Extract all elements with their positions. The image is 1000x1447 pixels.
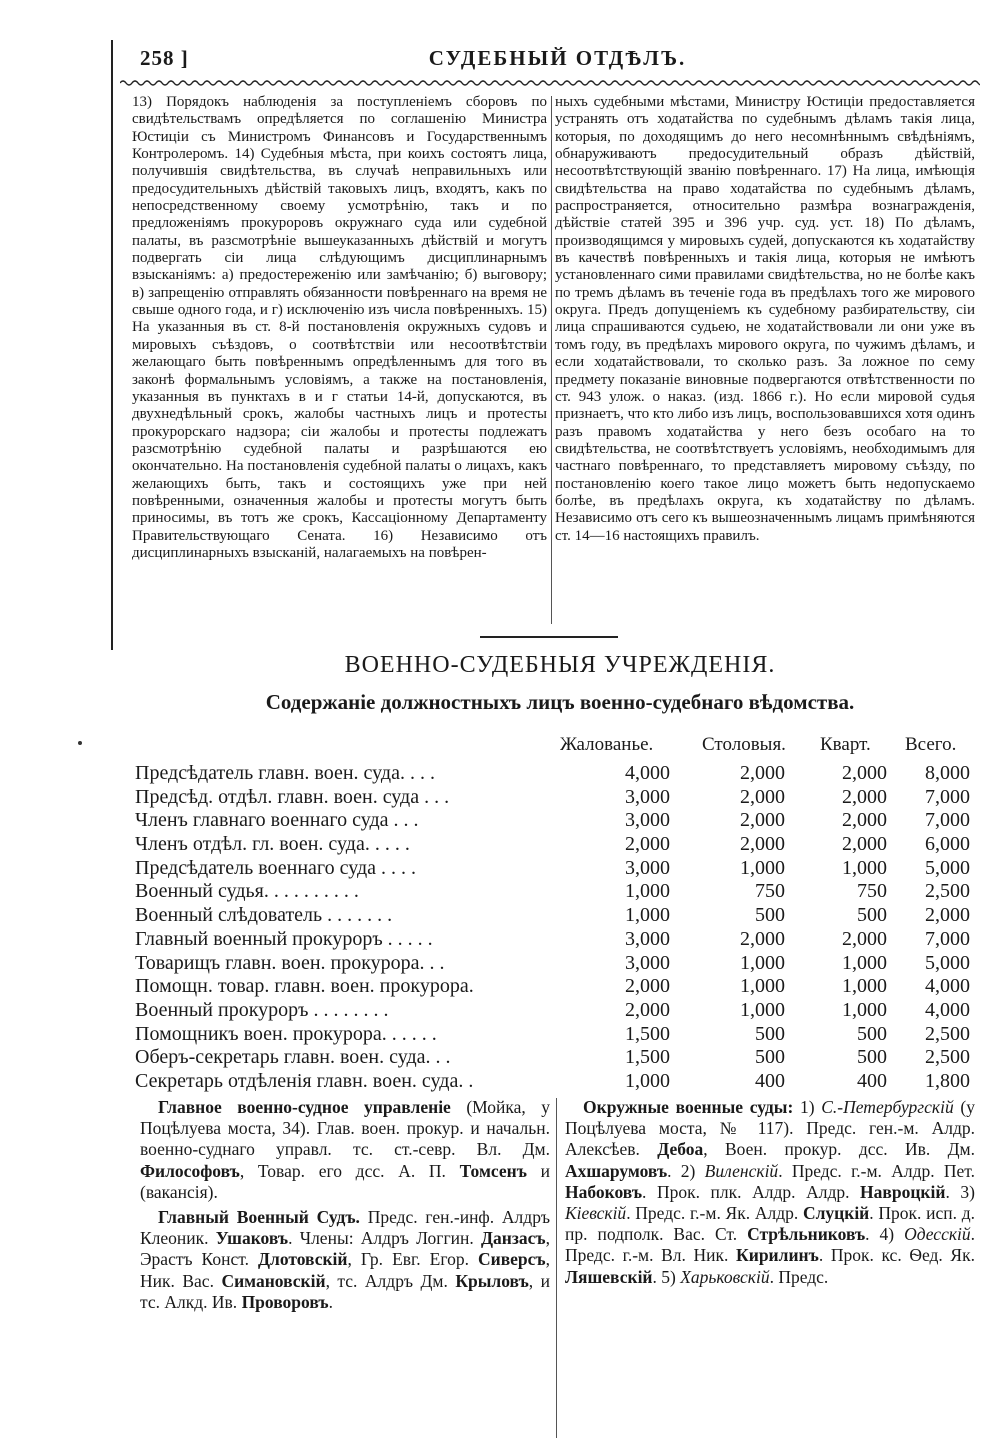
table-cell-table-money: 500	[755, 1022, 785, 1045]
table-cell-quarters: 2,000	[842, 927, 887, 950]
person-name: Навроцкій	[860, 1181, 946, 1202]
table-cell-quarters: 1,000	[842, 856, 887, 879]
person-name: Томсенъ	[459, 1160, 527, 1181]
paragraph-district-courts	[565, 1097, 975, 1288]
person-name: Длотовскій	[257, 1249, 348, 1270]
court-name: С.-Петербургскій	[821, 1097, 954, 1117]
table-cell-total: 2,500	[925, 880, 970, 903]
table-cell-salary: 2,000	[625, 833, 670, 856]
table-row	[130, 1023, 980, 1047]
table-cell-quarters: 2,000	[842, 809, 887, 832]
table-cell-total: 8,000	[925, 762, 970, 784]
table-cell-position: Оберъ-секретарь главн. воен. суда. . .	[135, 1046, 451, 1069]
table-cell-quarters: 2,000	[842, 833, 887, 856]
text-fragment: . Предс. г.-м. Як. Алдр.	[626, 1203, 803, 1224]
body-column-left: 13) Порядокъ наблюденія за поступленіемъ сборовъ по свидѣтельствамъ опредѣляется по соглашенію Министра Юстиціи съ Министромъ Финансовъ и Государственнымъ Контролеромъ. 14) Судебныя мѣста, при коихъ состоятъ лица, получившія свидѣтельства, въ случаѣ неправильныхъ или предосудительныхъ дѣйствій таковыхъ лицъ, входятъ, какъ по непосредственному своему усмотрѣнію, такъ и по предложеніямъ прокуроровъ окружнаго суда или судебной палаты, въ разсмотрѣніе вышеуказанныхъ дѣйствій и могутъ подвергать сіи лица слѣдующимъ дисциплинарнымъ взысканіямъ: а) предостереженію или замѣчанію; б) выговору; в) запрещенію отправлять обязанности повѣреннаго на время не свыше одного года, и г) исключенію изъ числа повѣренныхъ. 15) На указанныя въ ст. 8-й постановленія окружныхъ судовъ и мировыхъ съѣздовъ, о соотвѣтствіи или несоотвѣтствіи желающаго быть повѣреннымъ опредѣленнымъ для того въ законѣ формальнымъ условіямъ, а также на постановленія, указанныя въ пунктахъ в и г статьи 14-й, допускаются, въ двухнедѣльный срокъ, жалобы частныхъ лицъ и протесты прокурорскаго надзора; сіи жалобы и протесты подлежатъ разсмотрѣнію судебной палаты и разрѣшаются ею окончательно. На постановленія судебной палаты о лицахъ, какъ желающихъ быть, такъ и состоящихъ уже при ней повѣренными, означенныя жалобы и протесты могутъ быть приносимы, въ тотъ же срокъ, Кассаціонному Департаменту Правительствующаго Сената. 16) Независимо отъ дисциплинарныхъ взысканій, налагаемыхъ на повѣрен-	[132, 94, 547, 561]
person-name: Слуцкій	[802, 1203, 870, 1224]
table-cell-total: 5,000	[925, 951, 970, 974]
table-cell-position: Военный прокуроръ . . . . . . . .	[135, 998, 389, 1021]
table-row	[130, 857, 980, 881]
person-name: Крыловъ	[455, 1270, 529, 1291]
table-cell-total: 2,000	[925, 904, 970, 927]
column-header-quarters: Кварт.	[820, 734, 871, 755]
person-name: Ахшарумовъ	[565, 1160, 668, 1181]
person-name: Симановскій	[221, 1270, 326, 1291]
table-cell-total: 5,000	[925, 856, 970, 879]
section-subtitle: Содержаніе должностныхъ лицъ военно-судебнаго вѣдомства.	[265, 690, 855, 714]
person-name: Проворовъ	[241, 1291, 329, 1312]
table-cell-position: Предсѣд. отдѣл. главн. воен. суда . . .	[135, 785, 450, 808]
table-cell-total: 2,500	[925, 1022, 970, 1045]
table-cell-position: Военный судья. . . . . . . . . .	[135, 880, 359, 903]
table-cell-total: 4,000	[925, 975, 970, 998]
body-column-right: ныхъ судебными мѣстами, Министру Юстиціи предоставляется устранять отъ ходатайства по судебнымъ дѣламъ такія лица, которыя, по доходящимъ до него несомнѣннымъ свѣдѣніямъ, обнаруживаютъ предосудительный образъ дѣйствій, несоотвѣтствующій званію повѣреннаго. 17) На лица, имѣющія свидѣтельства на право ходатайства по судебнымъ дѣламъ, распространяется, относительно размѣра вознагражденія, дѣйствіе статей 395 и 396 учр. суд. уст. 18) По дѣламъ, производящимся у мировыхъ судей, допускаются къ ходатайству въ качествѣ повѣренныхъ и такія лица, которыя не имѣютъ установленнаго сими правилами свидѣтельства, но не болѣе какъ по тремъ дѣламъ въ теченіе года въ предѣлахъ того же мирового округа. Предъ допущеніемъ къ судебному разбирательству, сіи лица спрашиваются судьею, не ходатайствовали ли они уже въ томъ году, въ предѣлахъ мирового округа, по чужимъ дѣламъ, и если ходатайствовали, то сколько разъ. За ложное по сему предмету показаніе виновные подвергаются отвѣтственности по ст. 943 улож. о наказ. (изд. 1866 г.). Но если мировой судья признаетъ, что кто либо изъ лицъ, воспользовавшихся хотя одинъ разъ правомъ ходатайства у него безъ особаго на то свидѣтельства, не соотвѣтствуетъ условіямъ, необходимымъ для частнаго повѣреннаго, то представляетъ мировому съѣзду, по постановленію коего такое лицо можетъ быть недопускаемо болѣе, въ предѣлахъ округа, къ ходатайству по дѣламъ. Независимо отъ сего къ вышеозначеннымъ лицамъ примѣняются ст. 14—16 настоящихъ правилъ.	[555, 94, 975, 544]
table-cell-position: Членъ отдѣл. гл. воен. суда. . . . .	[135, 833, 410, 856]
column-header-table-money: Столовыя.	[702, 734, 786, 755]
table-cell-quarters: 2,000	[842, 762, 887, 784]
court-name: Харьковскій	[680, 1266, 770, 1287]
paragraph-main-administration	[140, 1097, 550, 1203]
table-cell-total: 6,000	[925, 833, 970, 856]
column-header-total: Всего.	[905, 734, 957, 755]
text-fragment: и (вакансія).	[140, 1160, 550, 1202]
text-fragment: .	[328, 1291, 333, 1312]
table-cell-position: Предсѣдатель военнаго суда . . . .	[135, 856, 417, 879]
text-fragment: . Предс. г.-м. Вл. Ник.	[565, 1224, 976, 1266]
table-cell-salary: 4,000	[625, 762, 670, 784]
text-fragment: . Предс. г.-м. Алдр. Пет.	[778, 1160, 975, 1181]
table-row	[130, 880, 980, 904]
table-cell-table-money: 2,000	[740, 833, 785, 856]
header-wavy-rule	[120, 78, 980, 88]
table-cell-total: 7,000	[925, 785, 970, 808]
table-cell-table-money: 1,000	[740, 998, 785, 1021]
person-name: Ляшевскій	[565, 1266, 653, 1287]
person-name: Дебоа	[657, 1139, 704, 1160]
table-cell-position: Помощникъ воен. прокурора. . . . . .	[135, 1022, 437, 1045]
text-fragment: , тс. Алдръ Дм.	[325, 1270, 456, 1291]
person-name: Набоковъ	[565, 1181, 643, 1202]
table-cell-salary: 1,500	[625, 1046, 670, 1069]
table-cell-salary: 1,500	[625, 1022, 670, 1045]
text-fragment: , и тс. Алкд. Ив.	[140, 1270, 551, 1312]
text-fragment: . 2)	[667, 1160, 705, 1181]
table-cell-table-money: 1,000	[740, 951, 785, 974]
text-fragment: , Воен. прокур. дсс. Ив. Дм.	[703, 1139, 975, 1160]
table-row	[130, 833, 980, 857]
table-cell-salary: 3,000	[625, 809, 670, 832]
section-divider	[480, 636, 618, 638]
person-name: Сиверсъ	[477, 1249, 546, 1270]
table-row	[130, 1070, 980, 1094]
table-cell-position: Секретарь отдѣленія главн. воен. суда. .	[135, 1069, 474, 1092]
text-fragment: , Ник. Вас.	[140, 1249, 550, 1291]
page-header	[140, 46, 975, 80]
table-cell-salary: 1,000	[625, 880, 670, 903]
running-title: СУДЕБНЫЙ ОТДѢЛЪ.	[428, 46, 687, 70]
court-name: Одесскій	[904, 1224, 971, 1245]
table-cell-position: Военный слѣдователь . . . . . . .	[135, 904, 393, 927]
heading-main-court: Главный Военный Судъ.	[158, 1207, 360, 1228]
table-cell-salary: 3,000	[625, 927, 670, 950]
table-cell-quarters: 1,000	[842, 975, 887, 998]
page-frame-line	[111, 40, 113, 650]
table-cell-quarters: 2,000	[842, 785, 887, 808]
text-fragment: . Прок. плк. Алдр. Алдр.	[642, 1181, 861, 1202]
text-fragment: . Прок. кс. Ѳед. Як.	[818, 1245, 975, 1266]
table-cell-table-money: 500	[755, 1046, 785, 1069]
table-cell-table-money: 2,000	[740, 809, 785, 832]
text-fragment: Предс. ген.-инф. Алдръ Клеоник.	[140, 1207, 550, 1249]
column-header-salary: Жалованье.	[560, 734, 654, 755]
table-cell-total: 4,000	[925, 998, 970, 1021]
text-fragment: (у Поцѣлуева моста, № 117). Предс. ген.-м. Алдр. Алексѣев.	[565, 1097, 975, 1160]
table-cell-salary: 3,000	[625, 951, 670, 974]
person-name: Философовъ	[140, 1160, 240, 1181]
person-name: Стрѣльниковъ	[747, 1224, 866, 1245]
table-cell-position: Предсѣдатель главн. воен. суда. . . .	[135, 762, 435, 784]
table-row	[130, 928, 980, 952]
text-fragment: (Мойка, у Поцѣлуева моста, 34). Глав. воен. прокур. и начальн. военно-суднаго управл. тс. ст.-севр. Вл. Дм.	[140, 1097, 551, 1160]
heading-district-courts: Окружные военные суды:	[583, 1097, 794, 1117]
table-cell-table-money: 2,000	[740, 927, 785, 950]
person-name: Ушаковъ	[215, 1228, 289, 1249]
text-fragment: . Предс.	[769, 1266, 829, 1287]
table-cell-position: Товарищъ главн. воен. прокурора. . .	[135, 951, 445, 974]
table-cell-table-money: 400	[755, 1069, 785, 1092]
heading-main-administration: Главное военно-судное управленіе	[158, 1097, 451, 1117]
paragraph-main-court	[140, 1207, 550, 1313]
table-cell-quarters: 500	[857, 904, 887, 927]
table-cell-table-money: 500	[755, 904, 785, 927]
table-row	[130, 762, 980, 786]
text-fragment: . 4)	[865, 1224, 905, 1245]
bottom-column-right	[565, 1097, 975, 1288]
table-body	[130, 762, 980, 1094]
text-fragment: , Товар. его дсс. А. П.	[239, 1160, 460, 1181]
table-cell-table-money: 2,000	[740, 762, 785, 784]
text-fragment: . 5)	[652, 1266, 681, 1287]
table-cell-quarters: 500	[857, 1022, 887, 1045]
salary-table	[130, 728, 980, 1094]
bottom-column-left	[140, 1097, 550, 1313]
person-name: Данзасъ	[480, 1228, 546, 1249]
table-cell-position: Главный военный прокуроръ . . . . .	[135, 927, 433, 950]
text-fragment: , Гр. Евг. Егор.	[347, 1249, 478, 1270]
table-row	[130, 999, 980, 1023]
table-row	[130, 1046, 980, 1070]
person-name: Кирилинъ	[736, 1245, 819, 1266]
court-name: Виленскій	[704, 1160, 779, 1181]
table-cell-salary: 2,000	[625, 975, 670, 998]
table-cell-salary: 3,000	[625, 785, 670, 808]
table-cell-quarters: 1,000	[842, 998, 887, 1021]
text-fragment: 1)	[793, 1097, 822, 1117]
text-fragment: , Эрастъ Конст.	[140, 1228, 550, 1270]
table-cell-table-money: 1,000	[740, 856, 785, 879]
table-cell-quarters: 400	[857, 1069, 887, 1092]
table-cell-position: Членъ главнаго военнаго суда . . .	[135, 809, 419, 832]
table-header-row	[130, 728, 980, 762]
table-cell-salary: 1,000	[625, 1069, 670, 1092]
text-fragment: . Члены: Алдръ Логгин.	[288, 1228, 481, 1249]
table-row	[130, 809, 980, 833]
table-cell-table-money: 1,000	[740, 975, 785, 998]
table-cell-quarters: 750	[857, 880, 887, 903]
table-cell-quarters: 1,000	[842, 951, 887, 974]
scan-speck	[78, 741, 82, 745]
table-row	[130, 904, 980, 928]
table-cell-total: 1,800	[925, 1069, 970, 1092]
section-title: ВОЕННО-СУДЕБНЫЯ УЧРЕЖДЕНІЯ.	[344, 652, 776, 678]
table-cell-total: 7,000	[925, 927, 970, 950]
table-cell-quarters: 500	[857, 1046, 887, 1069]
table-cell-table-money: 750	[755, 880, 785, 903]
court-name: Кіевскій	[565, 1203, 627, 1224]
table-cell-table-money: 2,000	[740, 785, 785, 808]
table-cell-position: Помощн. товар. главн. воен. прокурора.	[135, 975, 474, 998]
text-fragment: . Прок. исп. д. пр. подполк. Вас. Ст.	[565, 1203, 975, 1245]
table-cell-salary: 3,000	[625, 856, 670, 879]
text-fragment: . 3)	[945, 1181, 975, 1202]
column-separator-bottom	[556, 1098, 557, 1438]
table-row	[130, 786, 980, 810]
table-row	[130, 975, 980, 999]
table-cell-total: 2,500	[925, 1046, 970, 1069]
column-separator	[551, 96, 552, 624]
page-number: 258 ]	[140, 46, 189, 70]
table-row	[130, 952, 980, 976]
table-cell-salary: 2,000	[625, 998, 670, 1021]
table-cell-total: 7,000	[925, 809, 970, 832]
table-cell-salary: 1,000	[625, 904, 670, 927]
